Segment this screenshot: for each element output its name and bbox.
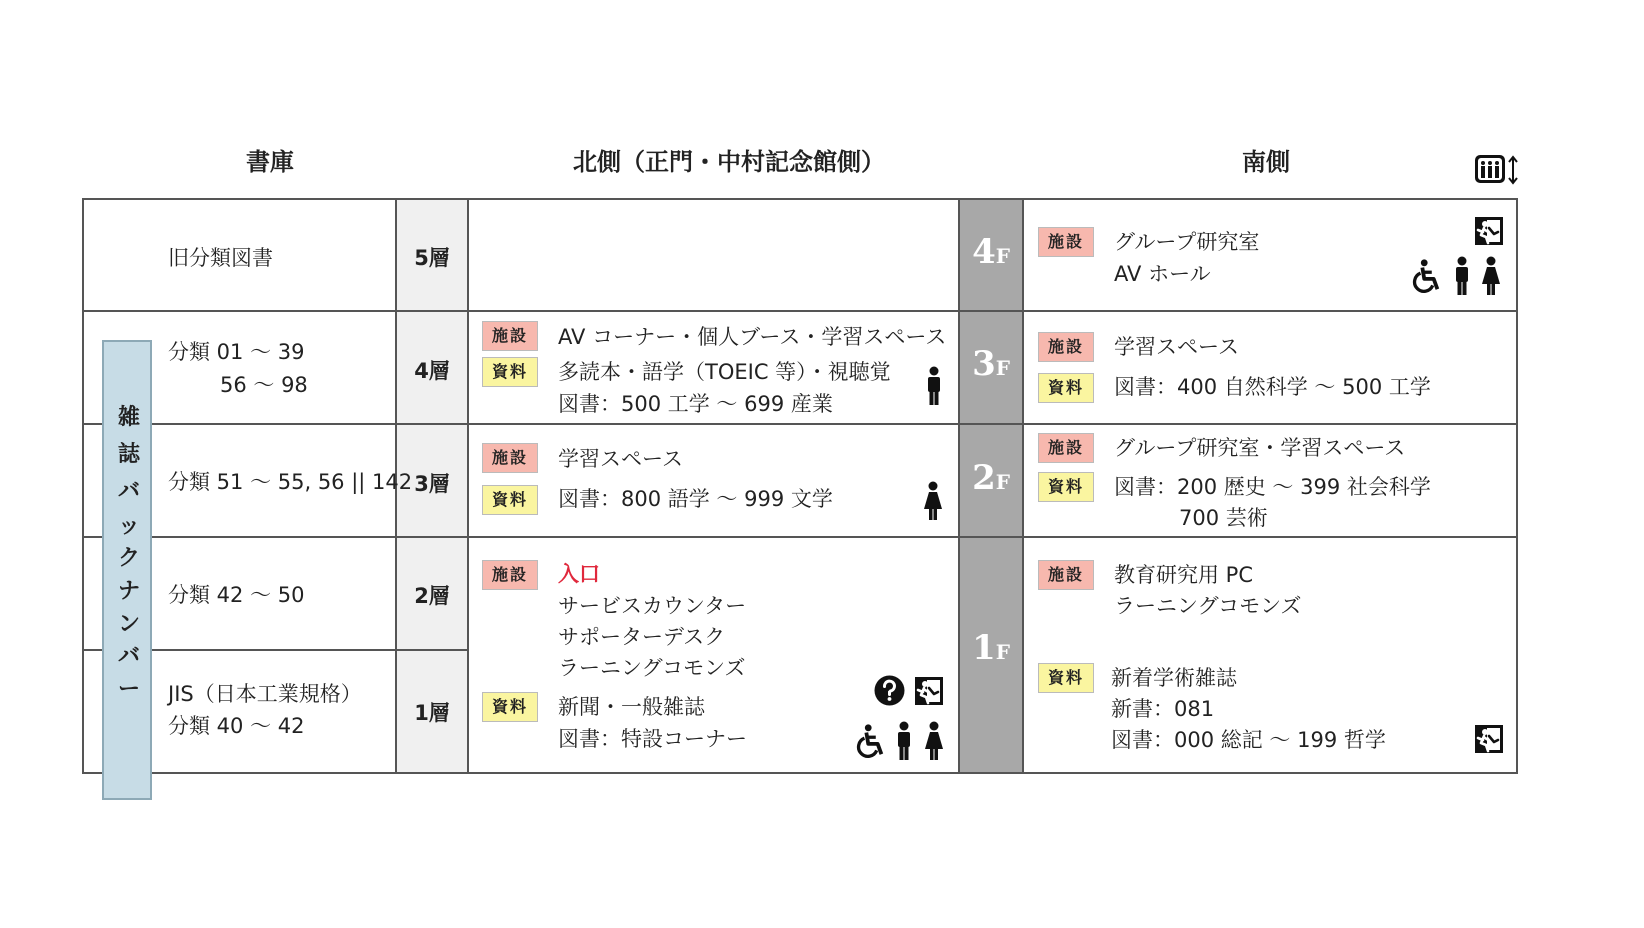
north-f1-facility3: ラーニングコモンズ (558, 656, 746, 680)
north-f2-cell (467, 423, 960, 538)
south-f4-facility2: AV ホール (1114, 262, 1211, 286)
layer2-line1: 分類 42 ～ 50 (168, 583, 305, 607)
magazine-back-numbers-bar (102, 340, 152, 800)
materials-tag: 資料 (1038, 472, 1094, 502)
north-header: 北側（正門・中村記念館側） (573, 148, 885, 176)
vertical-char: ン (117, 612, 140, 637)
layer1-line1: JIS（日本工業規格） (168, 682, 362, 706)
north-f3-materials2: 図書：500 工学 ～ 699 産業 (558, 392, 833, 416)
vertical-char: ー (117, 677, 140, 702)
facility-tag: 施設 (482, 560, 538, 590)
vertical-char: バ (117, 479, 140, 504)
layer4-line2: 56 ～ 98 (220, 373, 308, 397)
facility-tag: 施設 (1038, 560, 1094, 590)
north-f2-facility: 学習スペース (558, 447, 683, 471)
south-f1-facility2: ラーニングコモンズ (1114, 594, 1302, 618)
layer3-label: 3層 (414, 472, 450, 496)
female-toilet-icon (923, 481, 943, 521)
stacks-header: 書庫 (246, 148, 294, 176)
floor-4f-label: 4F (972, 232, 1010, 272)
emergency-exit-icon (914, 676, 944, 706)
south-f4-cell (1022, 198, 1518, 312)
south-f2-facility: グループ研究室・学習スペース (1114, 436, 1406, 460)
vertical-char: 誌 (117, 442, 140, 467)
facility-tag: 施設 (1038, 227, 1094, 257)
male-toilet-icon (1452, 256, 1472, 296)
vertical-char: ナ (117, 579, 140, 604)
facility-tag: 施設 (482, 321, 538, 351)
south-f3-cell (1022, 310, 1518, 425)
elevator-icon (1474, 154, 1520, 186)
vertical-char: ッ (117, 514, 140, 539)
female-toilet-icon (1481, 256, 1501, 296)
layer1-label: 1層 (414, 701, 450, 725)
help-icon (874, 675, 905, 706)
layer1-line2: 分類 40 ～ 42 (168, 714, 305, 738)
floor-3f-label: 3F (972, 344, 1010, 384)
emergency-exit-icon (1474, 216, 1504, 246)
layer5-label: 5層 (414, 246, 450, 270)
male-toilet-icon (924, 366, 944, 406)
south-header: 南側 (1242, 148, 1290, 176)
wheelchair-icon (1412, 258, 1444, 294)
facility-tag: 施設 (1038, 433, 1094, 463)
south-f2-materials2: 700 芸術 (1179, 506, 1268, 530)
layer3-line1: 分類 51 ～ 55, 56 || 142 (168, 470, 413, 494)
layer5-text: 旧分類図書 (168, 246, 273, 270)
south-f3-materials: 図書：400 自然科学 ～ 500 工学 (1114, 375, 1431, 399)
female-toilet-icon (924, 721, 944, 761)
entrance-label: 入口 (558, 562, 600, 586)
south-f1-facility1: 教育研究用 PC (1114, 563, 1254, 587)
north-f3-facility: AV コーナー・個人ブース・学習スペース (558, 325, 947, 349)
materials-tag: 資料 (482, 357, 538, 387)
vertical-char: 雑 (117, 405, 140, 430)
male-toilet-icon (894, 721, 914, 761)
north-f4-cell (467, 198, 960, 312)
materials-tag: 資料 (482, 692, 538, 722)
north-f1-materials2: 図書：特設コーナー (558, 727, 747, 751)
north-f3-materials1: 多読本・語学（TOEIC 等）・視聴覚 (558, 360, 891, 384)
floor-1f-label: 1F (972, 628, 1010, 668)
south-f1-materials3: 図書：000 総記 ～ 199 哲学 (1111, 728, 1386, 752)
south-f3-facility: 学習スペース (1114, 335, 1239, 359)
vertical-char: ク (117, 546, 140, 571)
south-f1-materials2: 新書：081 (1111, 697, 1215, 721)
north-f2-materials: 図書：800 語学 ～ 999 文学 (558, 487, 833, 511)
emergency-exit-icon (1474, 724, 1504, 754)
wheelchair-icon (856, 723, 888, 759)
materials-tag: 資料 (1038, 663, 1094, 693)
layer4-line1: 分類 01 ～ 39 (168, 340, 305, 364)
south-f1-materials1: 新着学術雑誌 (1111, 666, 1237, 690)
layer2-label: 2層 (414, 584, 450, 608)
north-f1-facility1: サービスカウンター (558, 594, 747, 618)
materials-tag: 資料 (1038, 373, 1094, 403)
south-f4-facility1: グループ研究室 (1114, 230, 1260, 254)
layer4-label: 4層 (414, 359, 450, 383)
north-f1-facility2: サポーターデスク (558, 625, 726, 649)
south-f2-materials1: 図書：200 歴史 ～ 399 社会科学 (1114, 475, 1431, 499)
floor-2f-label: 2F (972, 458, 1010, 498)
facility-tag: 施設 (482, 443, 538, 473)
materials-tag: 資料 (482, 485, 538, 515)
facility-tag: 施設 (1038, 332, 1094, 362)
vertical-char: バ (117, 644, 140, 669)
north-f1-materials1: 新聞・一般雑誌 (558, 695, 705, 719)
